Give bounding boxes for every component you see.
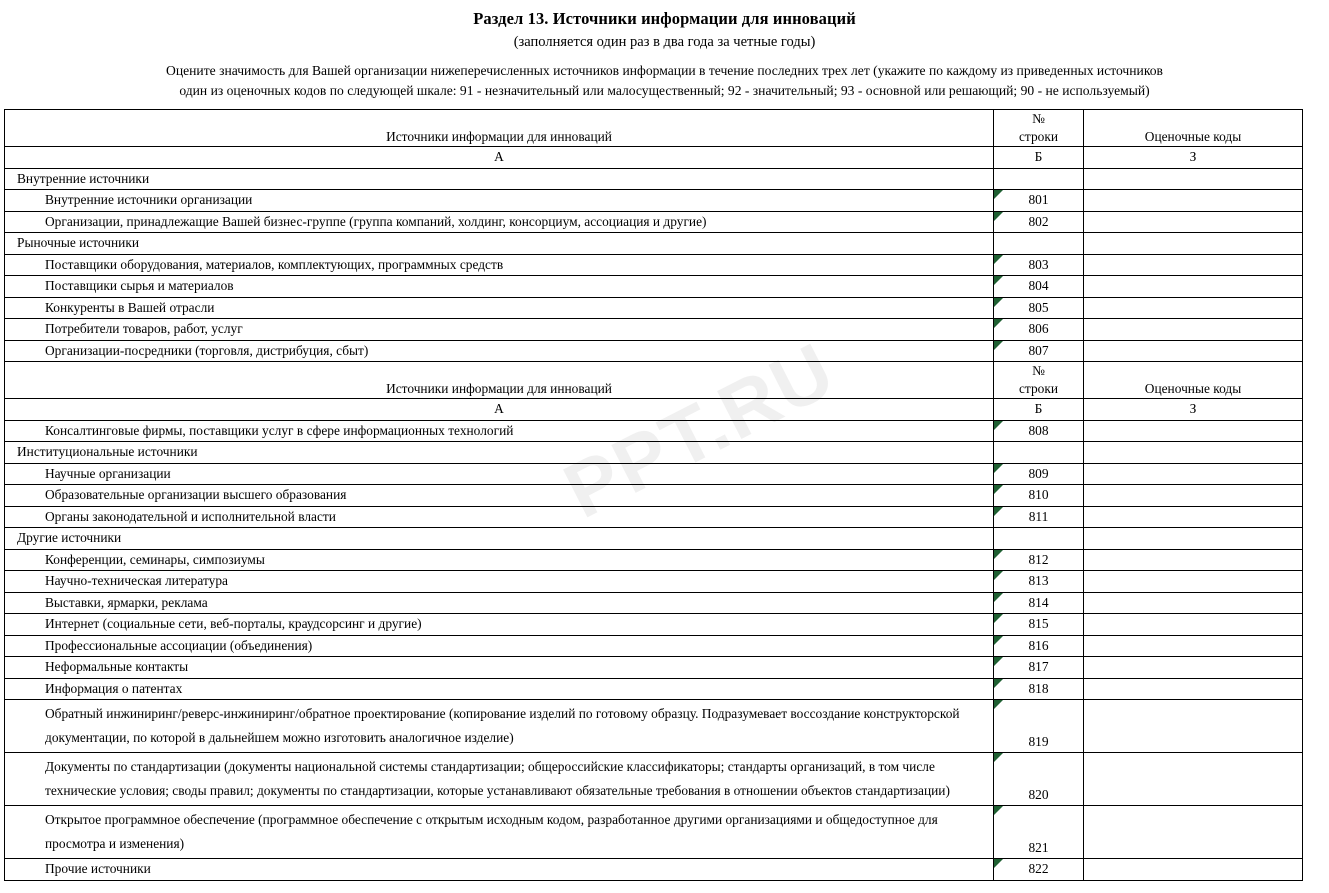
source-label: Выставки, ярмарки, реклама [45, 594, 208, 610]
column-header-num-line2: строки [1018, 129, 1059, 144]
table-row [5, 420, 1303, 442]
row-number-cell [994, 254, 1084, 276]
row-number: 807 [1028, 342, 1049, 358]
evaluation-code-input-cell[interactable] [1084, 463, 1303, 485]
row-number-cell [994, 635, 1084, 657]
table-row [5, 700, 1303, 753]
row-number: 804 [1028, 278, 1049, 293]
table-row [5, 211, 1303, 233]
source-label-cell [5, 506, 994, 528]
evaluation-code-input-cell[interactable] [1084, 506, 1303, 528]
source-label: Прочие источники [45, 861, 151, 876]
table-row [5, 571, 1303, 593]
column-letter-a: А [5, 147, 994, 169]
evaluation-code-input-cell[interactable] [1084, 297, 1303, 319]
evaluation-code-input-cell[interactable] [1084, 592, 1303, 614]
row-number: 822 [1028, 861, 1049, 876]
source-label-cell [5, 340, 994, 362]
evaluation-code-input-cell[interactable] [1084, 420, 1303, 442]
form-table-wrapper [0, 109, 1329, 881]
row-number: 811 [1028, 508, 1049, 524]
evaluation-code-input-cell[interactable] [1084, 233, 1303, 255]
evaluation-code-input-cell[interactable] [1084, 340, 1303, 362]
row-number: 812 [1028, 551, 1049, 567]
table-row [5, 614, 1303, 636]
source-label: Другие источники [17, 530, 122, 545]
source-label: Консалтинговые фирмы, поставщики услуг в сфере информационных технологий [45, 422, 514, 438]
source-label: Профессиональные ассоциации (объединения) [45, 637, 313, 653]
column-header-row-number [994, 362, 1084, 399]
row-number: 814 [1028, 594, 1049, 610]
column-header-codes [1084, 110, 1303, 147]
row-number-cell-empty [994, 442, 1084, 464]
source-label: Открытое программное обеспечение (программное обеспечение с открытым исходным кодом, разработанное другими организациями и общедоступное для просмотра и изменения) [45, 812, 938, 851]
evaluation-code-input-cell[interactable] [1084, 614, 1303, 636]
instructions-line-2: один из оценочных кодов по следующей шкале: 91 - незначительный или малосущественный; 92 - значительный; 93 - основной или решающий; 90 - не используемый) [179, 83, 1150, 98]
table-row [5, 190, 1303, 212]
source-label: Информация о патентах [45, 680, 183, 696]
row-number-cell [994, 420, 1084, 442]
source-label-cell [5, 806, 994, 859]
source-label: Внутренние источники [17, 170, 150, 186]
source-label-cell [5, 211, 994, 233]
table-row [5, 485, 1303, 507]
row-number-cell-empty [994, 528, 1084, 550]
row-number-cell-empty [994, 233, 1084, 255]
source-label-cell [5, 463, 994, 485]
source-label: Конференции, семинары, симпозиумы [45, 551, 265, 567]
source-label-cell [5, 753, 994, 806]
row-number: 805 [1028, 299, 1049, 315]
evaluation-code-input-cell[interactable] [1084, 571, 1303, 593]
instructions-line-1: Оцените значимость для Вашей организации нижеперечисленных источников информации в течение последних трех лет (укажите по каждому из приведенных источников [166, 63, 1163, 78]
row-number-cell [994, 571, 1084, 593]
source-label-cell [5, 190, 994, 212]
column-header-name [5, 362, 994, 399]
source-label: Интернет (социальные сети, веб-порталы, краудсорсинг и другие) [45, 616, 422, 631]
row-number-cell [994, 657, 1084, 679]
group-label-cell [5, 168, 994, 190]
column-header-name-label: Источники информации для инноваций [386, 129, 612, 144]
evaluation-code-input-cell[interactable] [1084, 442, 1303, 464]
column-letter-a: А [5, 399, 994, 421]
row-number: 817 [1028, 659, 1049, 674]
document-header [0, 0, 1329, 101]
table-row [5, 463, 1303, 485]
evaluation-code-input-cell[interactable] [1084, 485, 1303, 507]
source-label: Образовательные организации высшего образования [45, 487, 347, 502]
evaluation-code-input-cell[interactable] [1084, 859, 1303, 881]
table-row [5, 399, 1303, 421]
watermark-text: PPT.RU [550, 324, 849, 535]
table-row [5, 635, 1303, 657]
column-header-row-number [994, 110, 1084, 147]
table-row [5, 549, 1303, 571]
source-label: Документы по стандартизации (документы национальной системы стандартизации; общероссийские классификаторы; стандарты организаций, в том числе технические условия; своды правил; документы по стандартизации, которые устанавливают обязательные требования в отношении объектов стандартизации) [45, 759, 950, 798]
table-row [5, 233, 1303, 255]
evaluation-code-input-cell[interactable] [1084, 549, 1303, 571]
source-label-cell [5, 614, 994, 636]
row-number-cell [994, 592, 1084, 614]
table-row [5, 340, 1303, 362]
source-label: Конкуренты в Вашей отрасли [45, 299, 215, 315]
evaluation-code-input-cell[interactable] [1084, 319, 1303, 341]
source-label: Организации-посредники (торговля, дистрибуция, сбыт) [45, 342, 369, 358]
evaluation-code-value[interactable] [1084, 879, 1302, 880]
row-number: 803 [1028, 256, 1049, 272]
evaluation-code-input-cell[interactable] [1084, 254, 1303, 276]
evaluation-code-input-cell[interactable] [1084, 528, 1303, 550]
row-number: 809 [1028, 465, 1049, 481]
source-label-cell [5, 319, 994, 341]
table-body [5, 110, 1303, 881]
source-label: Научные организации [45, 465, 171, 481]
source-label: Обратный инжиниринг/реверс-инжиниринг/обратное проектирование (копирование изделий по готовому образцу. Подразумевает воссоздание конструкторской документации, по которой в дальнейшем можно изготовить аналогичное изделие) [45, 706, 960, 745]
table-row [5, 442, 1303, 464]
source-label-cell [5, 420, 994, 442]
row-number: 821 [1028, 839, 1049, 855]
page-subtitle: (заполняется один раз в два года за четные годы) [513, 34, 816, 50]
table-row [5, 168, 1303, 190]
column-header-num-line1: № [1032, 111, 1045, 126]
column-header-codes-label: Оценочные коды [1144, 381, 1242, 396]
row-number-cell [994, 340, 1084, 362]
source-label-cell [5, 657, 994, 679]
source-label: Внутренние источники организации [45, 192, 253, 207]
source-label-cell [5, 276, 994, 298]
source-label-cell [5, 592, 994, 614]
group-label-cell [5, 442, 994, 464]
source-label: Научно-техническая литература [45, 573, 228, 588]
source-label-cell [5, 700, 994, 753]
source-label-cell [5, 678, 994, 700]
evaluation-code-input-cell[interactable] [1084, 190, 1303, 212]
column-letter-b: Б [994, 147, 1084, 169]
row-number-cell [994, 549, 1084, 571]
source-label-cell [5, 571, 994, 593]
source-label: Рыночные источники [17, 235, 140, 250]
evaluation-code-input-cell[interactable] [1084, 168, 1303, 190]
table-row [5, 657, 1303, 679]
source-label-cell [5, 254, 994, 276]
table-row [5, 678, 1303, 700]
table-row [5, 254, 1303, 276]
row-number: 813 [1028, 573, 1049, 588]
table-row [5, 319, 1303, 341]
evaluation-code-input-cell[interactable] [1084, 678, 1303, 700]
table-row [5, 276, 1303, 298]
table-row [5, 147, 1303, 169]
source-label-cell [5, 549, 994, 571]
row-number: 819 [1028, 733, 1049, 749]
evaluation-code-input-cell[interactable] [1084, 806, 1303, 859]
evaluation-code-input-cell[interactable] [1084, 635, 1303, 657]
row-number: 818 [1028, 680, 1049, 696]
row-number-cell [994, 485, 1084, 507]
row-number-cell [994, 297, 1084, 319]
table-row [5, 506, 1303, 528]
column-letter-z: З [1084, 147, 1303, 169]
row-number: 808 [1028, 422, 1049, 438]
row-number-cell [994, 319, 1084, 341]
evaluation-code-input-cell[interactable] [1084, 211, 1303, 233]
row-number-cell [994, 859, 1084, 881]
page-title: Раздел 13. Источники информации для инноваций [473, 9, 856, 28]
group-label-cell [5, 233, 994, 255]
row-number-cell-empty [994, 168, 1084, 190]
group-label-cell [5, 528, 994, 550]
source-label-cell [5, 485, 994, 507]
table-row [5, 592, 1303, 614]
column-header-codes [1084, 362, 1303, 399]
row-number: 820 [1028, 786, 1049, 802]
row-number-cell [994, 806, 1084, 859]
column-header-name-label: Источники информации для инноваций [386, 381, 612, 396]
row-number-cell [994, 190, 1084, 212]
source-label-cell [5, 297, 994, 319]
table-row [5, 362, 1303, 399]
table-row [5, 753, 1303, 806]
source-label: Потребители товаров, работ, услуг [45, 321, 243, 336]
column-header-codes-label: Оценочные коды [1144, 129, 1242, 144]
evaluation-code-input-cell[interactable] [1084, 276, 1303, 298]
row-number: 810 [1028, 487, 1049, 502]
column-letter-z: З [1084, 399, 1303, 421]
row-number-cell [994, 753, 1084, 806]
evaluation-code-input-cell[interactable] [1084, 700, 1303, 753]
sources-of-information-table [4, 109, 1303, 881]
source-label: Институциональные источники [17, 444, 198, 459]
source-label: Неформальные контакты [45, 659, 189, 674]
source-label: Поставщики сырья и материалов [45, 278, 234, 293]
row-number-cell [994, 506, 1084, 528]
table-row [5, 110, 1303, 147]
source-label-cell [5, 635, 994, 657]
table-row [5, 297, 1303, 319]
row-number: 816 [1028, 637, 1049, 653]
column-header-name [5, 110, 994, 147]
table-row [5, 806, 1303, 859]
source-label: Организации, принадлежащие Вашей бизнес-группе (группа компаний, холдинг, консорциум, ассоциация и другие) [45, 213, 707, 229]
row-number-cell [994, 614, 1084, 636]
source-label: Поставщики оборудования, материалов, комплектующих, программных средств [45, 256, 504, 272]
table-row [5, 859, 1303, 881]
table-row [5, 528, 1303, 550]
row-number: 806 [1028, 321, 1049, 336]
instructions [0, 61, 1329, 101]
source-label: Органы законодательной и исполнительной власти [45, 508, 336, 524]
column-header-num-line2: строки [1018, 381, 1059, 396]
column-letter-b: Б [994, 399, 1084, 421]
source-label-cell [5, 859, 994, 881]
row-number-cell [994, 463, 1084, 485]
row-number: 815 [1028, 616, 1049, 631]
evaluation-code-input-cell[interactable] [1084, 657, 1303, 679]
row-number-cell [994, 678, 1084, 700]
column-header-num-line1: № [1032, 363, 1045, 378]
evaluation-code-input-cell[interactable] [1084, 753, 1303, 806]
row-number-cell [994, 276, 1084, 298]
row-number-cell [994, 700, 1084, 753]
row-number: 802 [1028, 213, 1049, 229]
row-number-cell [994, 211, 1084, 233]
row-number: 801 [1028, 192, 1049, 207]
